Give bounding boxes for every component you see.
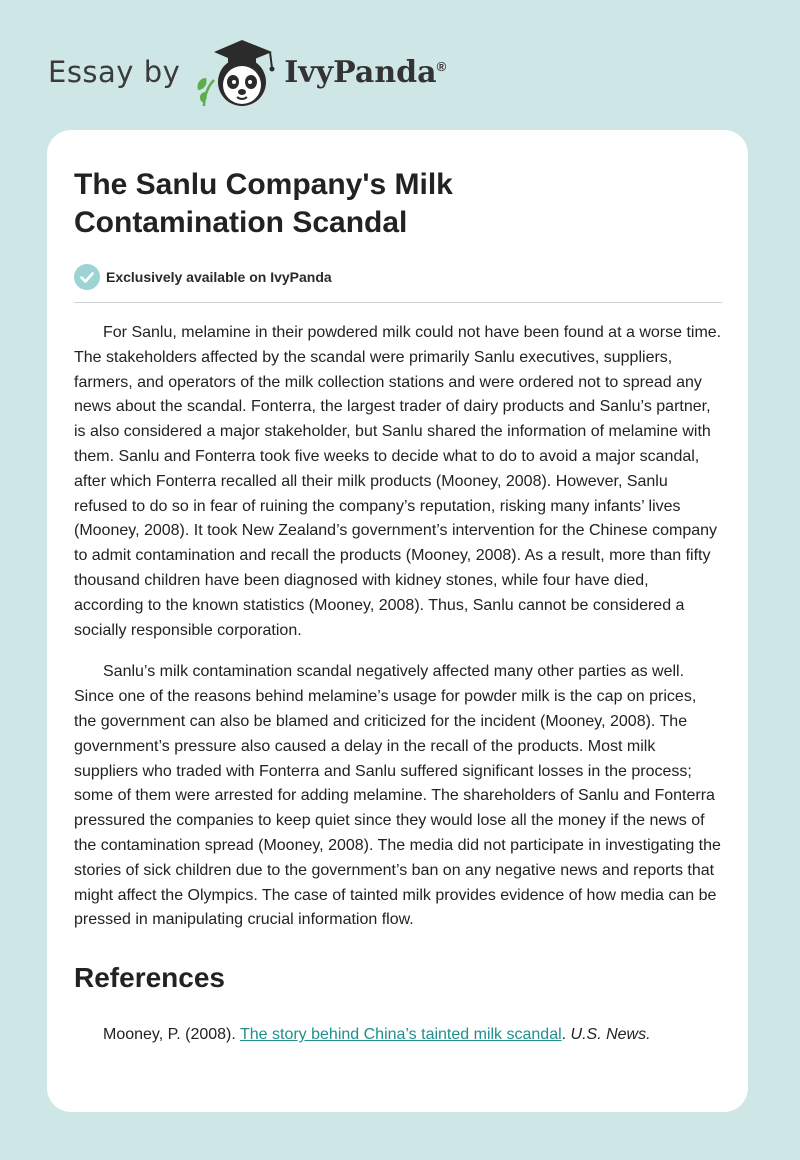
reference-link[interactable]: The story behind China’s tainted milk scandal <box>239 1026 562 1044</box>
reference-author: Mooney, P. (2008). <box>103 1026 240 1044</box>
check-circle-icon <box>74 264 100 290</box>
references-heading: References <box>74 962 225 994</box>
brand-header <box>48 32 446 112</box>
brand-name: IvyPanda® <box>284 54 447 90</box>
panda-graduate-icon <box>192 32 282 112</box>
exclusive-text: Exclusively available on IvyPanda <box>106 269 332 285</box>
reference-source: U.S. News. <box>570 1026 651 1044</box>
divider <box>74 302 722 303</box>
title-line-2: Contamination Scandal <box>74 206 408 239</box>
paragraph: For Sanlu, melamine in their powdered milk could not have been found at a worse time. The stakeholders affected by the scandal were primarily Sanlu executives, suppliers, farmers, and operators of the milk collection stations and were ordered not to spread any news about the scandal. Fonterra, the largest trader of dairy products and Sanlu’s partner, is also considered a major stakeholder, but Sanlu shared the information of melamine with them. Sanlu and Fonterra took five weeks to decide what to do to avoid a major scandal, after which Fonterra recalled all their milk products (Mooney, 2008). However, Sanlu refused to do so in fear of ruining the company’s reputation, risking many infants’ lives (Mooney, 2008). It took New Zealand’s government’s intervention for the Chinese company to admit contamination and recall the products (Mooney, 2008). As a result, more than fifty thousand children have been diagnosed with kidney stones, while four have died, according to the known statistics (Mooney, 2008). Thus, Sanlu cannot be considered a socially responsible corporation. <box>74 324 722 639</box>
title-line-1: The Sanlu Company's Milk <box>74 168 453 201</box>
registered-mark: ® <box>436 58 447 74</box>
essay-by-label: Essay by <box>48 55 181 89</box>
page-title <box>74 166 722 242</box>
paragraph: Sanlu’s milk contamination scandal negatively affected many other parties as well. Since one of the reasons behind melamine’s usage for powder milk is the cap on prices, the government can also be blamed and criticized for the incident (Mooney, 2008). The government’s pressure also caused a delay in the recall of the products. Most milk suppliers who traded with Fonterra and Sanlu suffered significant losses in the process; some of them were arrested for adding melamine. The shareholders of Sanlu and Fonterra pressured the companies to keep quiet since they would lose all the money if the news of the contamination spread (Mooney, 2008). The media did not participate in investigating the stories of sick children due to the government’s ban on any negative news and reports that might affect the Olympics. The case of tainted milk provides evidence of how media can be pressed in manipulating crucial information flow. <box>74 663 721 929</box>
essay-card <box>47 130 748 1112</box>
reference-item <box>74 1023 722 1047</box>
article-body <box>74 321 722 933</box>
exclusive-badge <box>74 264 722 290</box>
reference-separator: . <box>561 1026 571 1044</box>
